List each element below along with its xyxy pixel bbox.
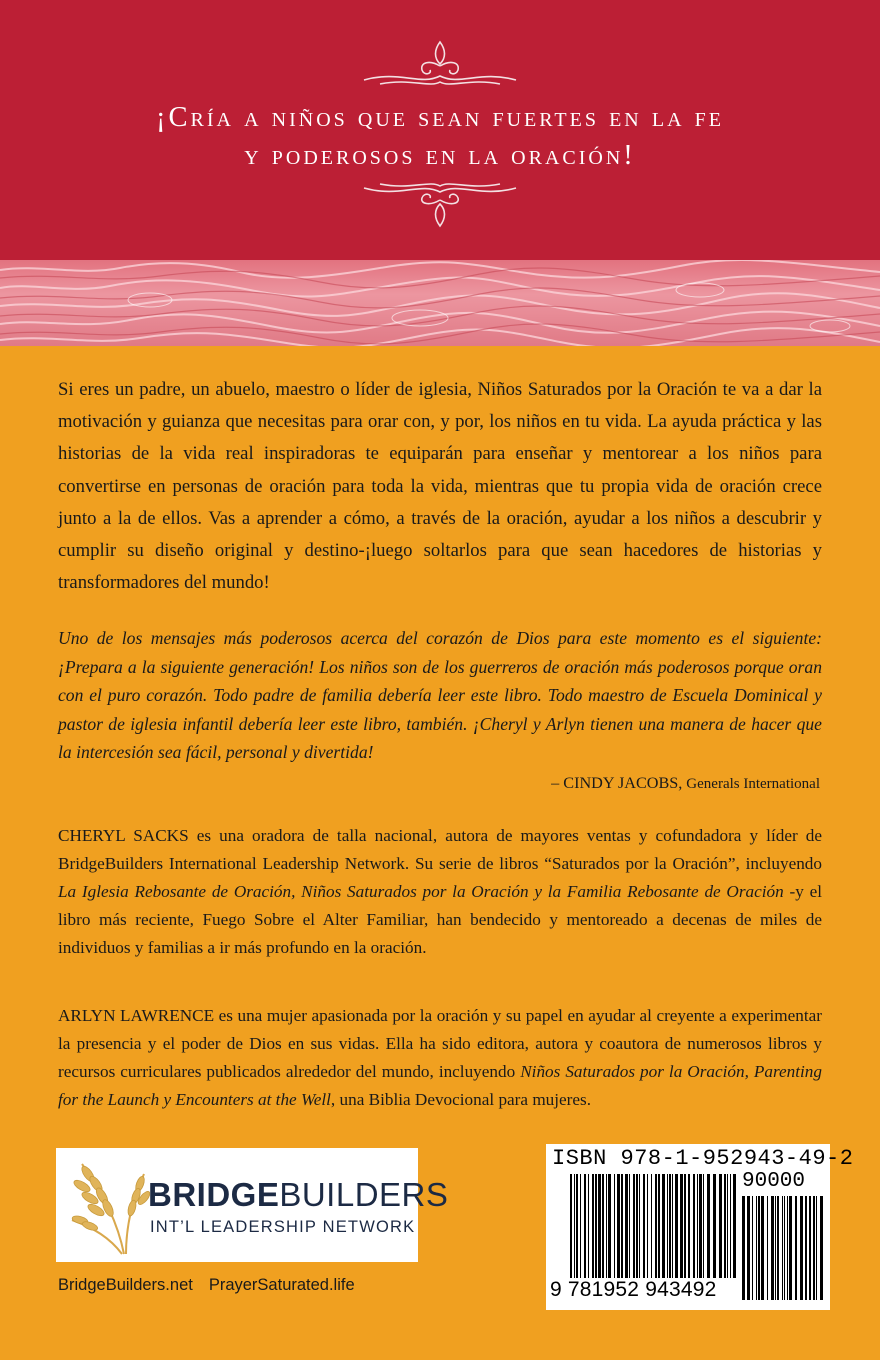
barcode-bar	[724, 1174, 726, 1278]
barcode-bar	[643, 1174, 645, 1278]
barcode-bar	[813, 1196, 815, 1300]
barcode-bar	[614, 1174, 615, 1278]
barcode-bar	[669, 1174, 671, 1278]
logo-title-bold: BRIDGE	[148, 1176, 280, 1213]
barcode-bar	[771, 1196, 774, 1300]
barcode-bar	[633, 1174, 635, 1278]
barcode-bar	[697, 1174, 698, 1278]
author-bio-arlyn	[58, 1002, 822, 1114]
endorser-name: – CINDY JACOBS,	[551, 774, 683, 792]
logo-title-rest: BUILDERS	[279, 1176, 449, 1213]
bottom-ornament-icon	[360, 180, 520, 230]
barcode-bar	[782, 1196, 783, 1300]
barcode-bar	[662, 1174, 665, 1278]
barcode-bar	[570, 1174, 572, 1278]
barcode-bar	[576, 1174, 578, 1278]
water-texture-banner	[0, 260, 880, 346]
tagline-line-2: y poderosos en la oración!	[244, 140, 636, 171]
author-bio-cheryl	[58, 822, 822, 962]
barcode-bar	[580, 1174, 581, 1278]
endorsement-quote: Uno de los mensajes más poderosos acerca del corazón de Dios para este momento es el siguiente: ¡Prepara a la siguiente generación! Los niños son de los guerreros de oración más poderosos porque oran con el puro corazón. Todo padre de familia debería leer este libro. Todo maestro de Escuela Dominical y pastor de iglesia infantil debería leer este libro, también. ¡Cheryl y Arlyn tienen una manera de hacer que la intercesión sea fácil, personal y divertida!	[58, 628, 822, 763]
barcode-bar	[595, 1174, 597, 1278]
barcode-bar	[805, 1196, 807, 1300]
water-ripples-icon	[0, 260, 880, 346]
barcode-bar	[733, 1174, 736, 1278]
barcode-bar	[574, 1174, 575, 1278]
barcode-bar	[795, 1196, 797, 1300]
barcode-bar	[651, 1174, 652, 1278]
bio-cheryl-titles: La Iglesia Rebosante de Oración, Niños Saturados por la Oración y la Familia Rebosante de Oración	[58, 882, 784, 901]
bio-arlyn-text-1: ARLYN LAWRENCE es una mujer apasionada por la oración y su papel en ayudar al creyente a experimentar la presencia y el poder de Dios en sus vidas. Ella ha sido editora, autora y coautora de numerosos libros y recursos curriculares publicados alrededor del mundo, incluyendo	[58, 1006, 822, 1081]
barcode-bar	[621, 1174, 623, 1278]
bridgebuilders-logo	[56, 1148, 449, 1262]
barcode-bar	[800, 1196, 803, 1300]
barcode-bar	[747, 1196, 750, 1300]
bio-arlyn-text-2: , una Biblia Devocional para mujeres.	[330, 1090, 592, 1109]
barcode-bar	[684, 1174, 686, 1278]
isbn-barcode	[546, 1144, 854, 1310]
addon-barcode-bars	[742, 1196, 824, 1300]
barcode-bar	[636, 1174, 638, 1278]
barcode-bar	[688, 1174, 690, 1278]
barcode-bar	[606, 1174, 607, 1278]
barcode-bar	[713, 1174, 716, 1278]
barcode-bar	[629, 1174, 630, 1278]
barcode-bar	[672, 1174, 673, 1278]
bio-cheryl-text-1: CHERYL SACKS es una oradora de talla nacional, autora de mayores ventas y cofundadora y líder de BridgeBuilders International Leadership Network. Su serie de libros “Saturados por la Oración”, incluyendo	[58, 826, 822, 873]
barcode-bar	[655, 1174, 657, 1278]
barcode-bar	[742, 1196, 745, 1300]
barcode-bar	[588, 1174, 589, 1278]
barcode-bar	[625, 1174, 628, 1278]
barcode-bar	[592, 1174, 594, 1278]
website-links	[58, 1276, 355, 1295]
barcode-bar	[787, 1196, 788, 1300]
barcode-bar	[699, 1174, 702, 1278]
barcode-bar	[727, 1174, 728, 1278]
barcode-bar	[758, 1196, 760, 1300]
barcode-bar	[703, 1174, 704, 1278]
barcode-bar	[777, 1196, 779, 1300]
barcode-digits: 9 781952 943492	[550, 1278, 717, 1301]
barcode-bar	[809, 1196, 811, 1300]
barcode-bar	[789, 1196, 792, 1300]
barcode-bar	[608, 1174, 611, 1278]
wheat-icon	[64, 1154, 150, 1258]
barcode-bar	[784, 1196, 785, 1300]
bio-arlyn-titles: Niños Saturados por la Oración, Parenting for the Launch y Encounters at the Well	[58, 1062, 822, 1109]
endorser-organization: Generals International	[686, 776, 820, 792]
book-description: Si eres un padre, un abuelo, maestro o líder de iglesia, Niños Saturados por la Oración te va a dar la motivación y guianza que necesitas para orar con, y por, los niños en tu vida. La ayuda práctica y las historias de la vida real inspiradoras te equiparán para enseñar y mentorear a los niños para convertirse en personas de oración para toda la vida, mientras que tu propia vida de oración crece junto a la de ellos. Vas a aprender a cómo, a través de la oración, ayudar a los niños a descubrir y cumplir su diseño original y destino-¡luego soltarlos para que sean hacedores de historias y transformadores del mundo!	[58, 379, 822, 594]
logo-subtitle: INT’L LEADERSHIP NETWORK	[150, 1218, 416, 1236]
barcode-bar	[719, 1174, 722, 1278]
barcode-bar	[756, 1196, 757, 1300]
barcode-bar	[816, 1196, 817, 1300]
tagline-line-1: ¡Cría a niños que sean fuertes en la fe	[156, 102, 724, 133]
barcode-bar	[707, 1174, 710, 1278]
barcode-bar	[639, 1174, 640, 1278]
barcode-bar	[680, 1174, 683, 1278]
main-barcode-bars	[570, 1174, 736, 1278]
isbn-label: ISBN 978-1-952943-49-2	[552, 1146, 854, 1171]
barcode-bar	[647, 1174, 648, 1278]
top-ornament-icon	[360, 40, 520, 90]
barcode-bar	[602, 1174, 604, 1278]
website-bridgebuilders[interactable]: BridgeBuilders.net	[58, 1276, 193, 1294]
website-prayersaturated[interactable]: PrayerSaturated.life	[208, 1276, 355, 1294]
barcode-bar	[752, 1196, 753, 1300]
barcode-bar	[584, 1174, 586, 1278]
barcode-bar	[775, 1196, 776, 1300]
barcode-bar	[598, 1174, 601, 1278]
barcode-bar	[767, 1196, 768, 1300]
barcode-bar	[617, 1174, 620, 1278]
header-banner	[0, 0, 880, 260]
barcode-bar	[730, 1174, 731, 1278]
barcode-bar	[761, 1196, 764, 1300]
barcode-bar	[693, 1174, 695, 1278]
logo-title	[148, 1176, 448, 1214]
endorsement-attribution	[551, 774, 820, 793]
barcode-bar	[820, 1196, 823, 1300]
barcode-bar	[658, 1174, 660, 1278]
bio-cheryl-text-2: -y el libro más reciente, Fuego Sobre el Alter Familiar, han bendecido y mentoreado a decenas de miles de individuos y familias a ir más profundo en la oración.	[58, 882, 822, 957]
price-code: 90000	[742, 1170, 806, 1193]
barcode-bar	[675, 1174, 678, 1278]
barcode-bar	[667, 1174, 668, 1278]
